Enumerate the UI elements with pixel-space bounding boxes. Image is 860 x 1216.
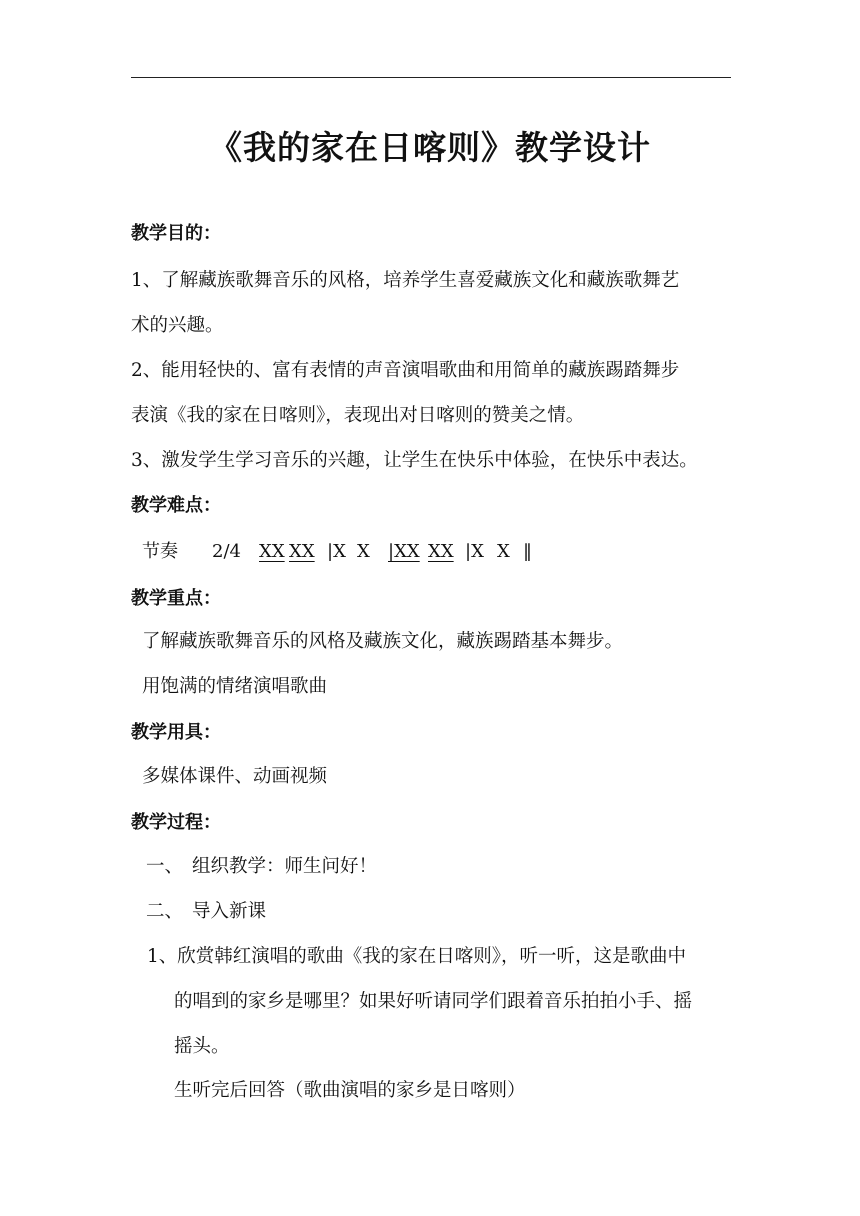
rhythm-notation	[142, 537, 532, 563]
objective-2-line2: 表演《我的家在日喀则》，表现出对日喀则的赞美之情。	[131, 405, 585, 426]
tools-text: 多媒体课件、动画视频	[142, 766, 328, 787]
process-answer: 生听完后回答（歌曲演唱的家乡是日喀则）	[174, 1080, 526, 1101]
page-title: 《我的家在日喀则》教学设计	[209, 128, 651, 167]
rhythm-token: |XX	[388, 541, 420, 562]
process-heading: 教学过程：	[131, 812, 221, 833]
process-sub-item-line1: 1、欣赏韩红演唱的歌曲《我的家在日喀则》，听一听，这是歌曲中	[147, 946, 687, 967]
objective-2-line1: 2、能用轻快的、富有表情的声音演唱歌曲和用简单的藏族踢踏舞步	[131, 360, 680, 381]
rhythm-label: 节奏	[142, 541, 178, 562]
process-step-2-number: 二、	[146, 901, 184, 922]
key-points-heading: 教学重点：	[131, 588, 221, 609]
process-step-1-text: 组织教学：师生问好！	[192, 856, 378, 877]
objective-1-line2: 术的兴趣。	[131, 315, 224, 336]
rhythm-token: |X	[465, 541, 484, 562]
objective-1-line1: 1、了解藏族歌舞音乐的风格，培养学生喜爱藏族文化和藏族歌舞艺	[131, 270, 680, 291]
rhythm-meter: 2/4	[212, 541, 241, 562]
objectives-heading: 教学目的：	[131, 223, 221, 244]
process-sub-item-line2: 的唱到的家乡是哪里？如果好听请同学们跟着音乐拍拍小手、摇	[174, 991, 693, 1012]
difficulty-heading: 教学难点：	[131, 495, 221, 516]
process-step-2-text: 导入新课	[192, 901, 267, 922]
header-rule	[131, 77, 731, 78]
process-sub-item-line3: 摇头。	[174, 1036, 230, 1057]
key-point-2: 用饱满的情绪演唱歌曲	[142, 676, 328, 697]
objective-3-line1: 3、激发学生学习音乐的兴趣，让学生在快乐中体验，在快乐中表达。	[131, 450, 698, 471]
rhythm-token: X	[497, 541, 510, 562]
rhythm-token: ‖	[523, 541, 532, 562]
rhythm-token: |X	[327, 541, 346, 562]
rhythm-token: XX	[259, 541, 285, 562]
tools-heading: 教学用具：	[131, 722, 221, 743]
key-point-1: 了解藏族歌舞音乐的风格及藏族文化，藏族踢踏基本舞步。	[142, 631, 624, 652]
rhythm-token: XX	[289, 541, 315, 562]
rhythm-token: X	[357, 541, 370, 562]
rhythm-token: XX	[428, 541, 454, 562]
process-step-1-number: 一、	[146, 856, 184, 877]
